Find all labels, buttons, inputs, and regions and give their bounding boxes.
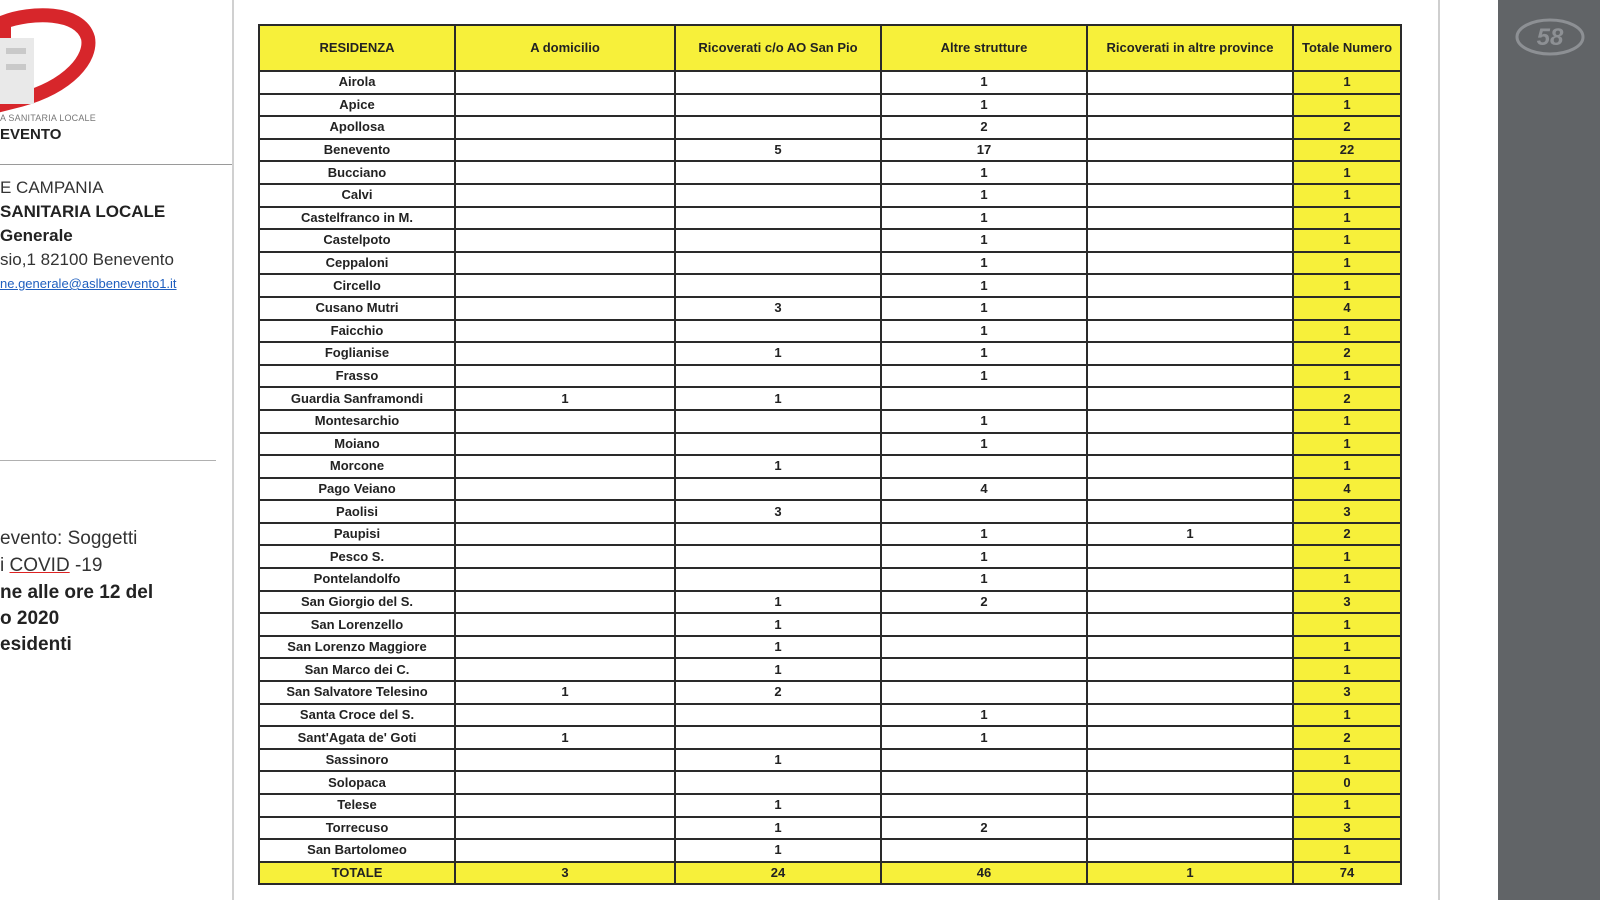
cell-altre-province (1087, 478, 1293, 501)
channel-badge-text: 58 (1536, 24, 1564, 51)
cell-altre-strutture: 1 (881, 342, 1087, 365)
table-row (259, 365, 1401, 388)
cell-totale: 2 (1293, 387, 1401, 410)
cell-altre-province (1087, 681, 1293, 704)
table-header-row (259, 25, 1401, 71)
cell-a-domicilio (455, 410, 675, 433)
table-row (259, 207, 1401, 230)
table-row (259, 478, 1401, 501)
subject-line-2: i COVID -19 (0, 555, 103, 576)
total-totale: 74 (1293, 862, 1401, 885)
table-row (259, 139, 1401, 162)
cell-totale: 3 (1293, 681, 1401, 704)
cell-altre-province (1087, 252, 1293, 275)
cell-totale: 1 (1293, 207, 1401, 230)
cell-altre-province (1087, 839, 1293, 862)
cell-altre-strutture (881, 387, 1087, 410)
cell-altre-province (1087, 139, 1293, 162)
total-residenza: TOTALE (259, 862, 455, 885)
cell-residenza: Guardia Sanframondi (259, 387, 455, 410)
cell-altre-strutture: 1 (881, 410, 1087, 433)
cell-residenza: Calvi (259, 184, 455, 207)
cell-ricoverati-san-pio: 1 (675, 342, 881, 365)
table-row (259, 433, 1401, 456)
logo-city: EVENTO (0, 126, 62, 143)
cell-totale: 1 (1293, 71, 1401, 94)
table-row (259, 252, 1401, 275)
cell-ricoverati-san-pio (675, 184, 881, 207)
cell-totale: 2 (1293, 342, 1401, 365)
cell-residenza: Paolisi (259, 500, 455, 523)
cell-residenza: Solopaca (259, 771, 455, 794)
cell-residenza: Santa Croce del S. (259, 704, 455, 727)
table-row (259, 545, 1401, 568)
cell-ricoverati-san-pio: 1 (675, 658, 881, 681)
cell-a-domicilio: 1 (455, 387, 675, 410)
cell-residenza: Benevento (259, 139, 455, 162)
cell-altre-strutture: 2 (881, 116, 1087, 139)
table-row (259, 342, 1401, 365)
cell-residenza: Sant'Agata de' Goti (259, 726, 455, 749)
cell-a-domicilio (455, 478, 675, 501)
cell-altre-province (1087, 704, 1293, 727)
table-row (259, 591, 1401, 614)
cell-altre-strutture: 1 (881, 252, 1087, 275)
cell-altre-province (1087, 274, 1293, 297)
cell-totale: 1 (1293, 658, 1401, 681)
cell-totale: 1 (1293, 365, 1401, 388)
cell-altre-strutture: 1 (881, 229, 1087, 252)
cell-altre-province (1087, 365, 1293, 388)
cell-residenza: San Salvatore Telesino (259, 681, 455, 704)
cell-a-domicilio (455, 568, 675, 591)
cell-altre-province (1087, 320, 1293, 343)
total-ricoverati-san-pio: 24 (675, 862, 881, 885)
cell-ricoverati-san-pio (675, 365, 881, 388)
cell-altre-province (1087, 455, 1293, 478)
cell-altre-strutture: 1 (881, 207, 1087, 230)
cell-totale: 1 (1293, 839, 1401, 862)
cell-ricoverati-san-pio (675, 207, 881, 230)
table-row (259, 161, 1401, 184)
total-a-domicilio: 3 (455, 862, 675, 885)
cell-altre-strutture: 1 (881, 94, 1087, 117)
cell-altre-strutture: 1 (881, 523, 1087, 546)
cell-residenza: Apice (259, 94, 455, 117)
cell-residenza: Torrecuso (259, 817, 455, 840)
cell-totale: 1 (1293, 545, 1401, 568)
table-row (259, 749, 1401, 772)
cell-altre-province (1087, 568, 1293, 591)
cell-ricoverati-san-pio: 1 (675, 636, 881, 659)
table-row (259, 116, 1401, 139)
cell-totale: 1 (1293, 749, 1401, 772)
total-row (259, 862, 1401, 885)
cell-residenza: Castelfranco in M. (259, 207, 455, 230)
cell-altre-province (1087, 433, 1293, 456)
table-row (259, 704, 1401, 727)
cell-totale: 1 (1293, 229, 1401, 252)
table-row (259, 410, 1401, 433)
cell-altre-province (1087, 613, 1293, 636)
cell-a-domicilio (455, 500, 675, 523)
table-row (259, 184, 1401, 207)
total-altre-strutture: 46 (881, 862, 1087, 885)
channel-logo-icon (1514, 16, 1586, 58)
cell-ricoverati-san-pio (675, 252, 881, 275)
cell-altre-province (1087, 297, 1293, 320)
cell-ricoverati-san-pio (675, 320, 881, 343)
cell-a-domicilio (455, 274, 675, 297)
cell-a-domicilio: 1 (455, 726, 675, 749)
table-row (259, 320, 1401, 343)
cell-totale: 1 (1293, 433, 1401, 456)
cell-ricoverati-san-pio: 3 (675, 500, 881, 523)
cell-a-domicilio (455, 704, 675, 727)
cell-altre-province (1087, 116, 1293, 139)
cell-a-domicilio (455, 229, 675, 252)
cell-residenza: Castelpoto (259, 229, 455, 252)
cell-totale: 1 (1293, 410, 1401, 433)
region-line: E CAMPANIA (0, 178, 104, 197)
cell-totale: 1 (1293, 252, 1401, 275)
table-panel (234, 0, 1440, 900)
table-row (259, 726, 1401, 749)
cell-altre-province (1087, 410, 1293, 433)
cell-a-domicilio: 1 (455, 681, 675, 704)
cell-altre-province (1087, 591, 1293, 614)
covid-cases-table (258, 24, 1402, 885)
cell-ricoverati-san-pio (675, 771, 881, 794)
cell-altre-province (1087, 94, 1293, 117)
cell-residenza: San Marco dei C. (259, 658, 455, 681)
cell-residenza: Morcone (259, 455, 455, 478)
cell-altre-strutture: 1 (881, 726, 1087, 749)
cell-a-domicilio (455, 433, 675, 456)
cell-altre-province (1087, 387, 1293, 410)
cell-residenza: Bucciano (259, 161, 455, 184)
table-row (259, 681, 1401, 704)
cell-altre-province (1087, 658, 1293, 681)
cell-residenza: Montesarchio (259, 410, 455, 433)
cell-a-domicilio (455, 749, 675, 772)
cell-a-domicilio (455, 794, 675, 817)
cell-ricoverati-san-pio: 1 (675, 839, 881, 862)
cell-a-domicilio (455, 365, 675, 388)
logo-subtitle: A SANITARIA LOCALE (0, 113, 96, 123)
table-row (259, 274, 1401, 297)
cell-altre-province (1087, 749, 1293, 772)
table-row (259, 658, 1401, 681)
table-row (259, 297, 1401, 320)
cell-totale: 1 (1293, 568, 1401, 591)
cell-altre-province (1087, 71, 1293, 94)
cell-ricoverati-san-pio (675, 274, 881, 297)
cell-totale: 1 (1293, 94, 1401, 117)
cell-altre-strutture (881, 749, 1087, 772)
header-a-domicilio: A domicilio (455, 25, 675, 71)
cell-altre-strutture: 1 (881, 433, 1087, 456)
cell-a-domicilio (455, 297, 675, 320)
cell-altre-strutture (881, 500, 1087, 523)
cell-residenza: Sassinoro (259, 749, 455, 772)
cell-totale: 3 (1293, 817, 1401, 840)
cell-altre-province (1087, 500, 1293, 523)
address-line: sio,1 82100 Benevento (0, 250, 174, 269)
cell-ricoverati-san-pio (675, 94, 881, 117)
cell-a-domicilio (455, 207, 675, 230)
cell-altre-strutture: 1 (881, 704, 1087, 727)
cell-altre-province (1087, 161, 1293, 184)
cell-altre-strutture: 1 (881, 184, 1087, 207)
cell-altre-province: 1 (1087, 523, 1293, 546)
table-row (259, 500, 1401, 523)
cell-residenza: Moiano (259, 433, 455, 456)
subject-line-5: esidenti (0, 634, 72, 655)
cell-altre-province (1087, 545, 1293, 568)
cell-ricoverati-san-pio: 1 (675, 387, 881, 410)
cell-totale: 2 (1293, 726, 1401, 749)
side-panel (1498, 0, 1600, 900)
cell-altre-strutture: 1 (881, 320, 1087, 343)
cell-altre-province (1087, 342, 1293, 365)
table-row (259, 568, 1401, 591)
gutter (1440, 0, 1498, 900)
cell-totale: 3 (1293, 591, 1401, 614)
cell-ricoverati-san-pio (675, 116, 881, 139)
cell-totale: 0 (1293, 771, 1401, 794)
email-link[interactable]: ne.generale@aslbenevento1.it (0, 276, 177, 291)
subject-line-1: evento: Soggetti (0, 528, 138, 549)
cell-residenza: Pago Veiano (259, 478, 455, 501)
cell-a-domicilio (455, 839, 675, 862)
cell-ricoverati-san-pio (675, 704, 881, 727)
cell-altre-province (1087, 817, 1293, 840)
cell-altre-province (1087, 207, 1293, 230)
cell-totale: 3 (1293, 500, 1401, 523)
header-totale: Totale Numero (1293, 25, 1401, 71)
cell-totale: 1 (1293, 613, 1401, 636)
cell-altre-strutture: 17 (881, 139, 1087, 162)
cell-ricoverati-san-pio (675, 161, 881, 184)
header-residenza: RESIDENZA (259, 25, 455, 71)
table-row (259, 455, 1401, 478)
cell-totale: 22 (1293, 139, 1401, 162)
cell-residenza: San Lorenzello (259, 613, 455, 636)
table-row (259, 839, 1401, 862)
cell-residenza: Frasso (259, 365, 455, 388)
cell-ricoverati-san-pio: 2 (675, 681, 881, 704)
cell-altre-province (1087, 794, 1293, 817)
cell-altre-strutture (881, 839, 1087, 862)
cell-a-domicilio (455, 94, 675, 117)
cell-residenza: San Giorgio del S. (259, 591, 455, 614)
cell-residenza: Airola (259, 71, 455, 94)
cell-residenza: Cusano Mutri (259, 297, 455, 320)
cell-altre-strutture: 4 (881, 478, 1087, 501)
cell-a-domicilio (455, 116, 675, 139)
cell-ricoverati-san-pio: 1 (675, 749, 881, 772)
cell-a-domicilio (455, 636, 675, 659)
cell-residenza: Paupisi (259, 523, 455, 546)
cell-a-domicilio (455, 545, 675, 568)
cell-residenza: Ceppaloni (259, 252, 455, 275)
cell-a-domicilio (455, 591, 675, 614)
cell-totale: 1 (1293, 636, 1401, 659)
cell-altre-strutture (881, 794, 1087, 817)
cell-a-domicilio (455, 161, 675, 184)
cell-ricoverati-san-pio: 1 (675, 817, 881, 840)
cell-ricoverati-san-pio: 1 (675, 455, 881, 478)
cell-altre-strutture: 1 (881, 568, 1087, 591)
cell-ricoverati-san-pio (675, 568, 881, 591)
cell-totale: 1 (1293, 274, 1401, 297)
cell-a-domicilio (455, 455, 675, 478)
cell-altre-strutture (881, 455, 1087, 478)
cell-a-domicilio (455, 71, 675, 94)
table-row (259, 71, 1401, 94)
cell-a-domicilio (455, 320, 675, 343)
cell-altre-strutture: 2 (881, 817, 1087, 840)
cell-residenza: Pesco S. (259, 545, 455, 568)
cell-ricoverati-san-pio (675, 545, 881, 568)
subject-line-4: o 2020 (0, 608, 60, 629)
header-altre-province: Ricoverati in altre province (1087, 25, 1293, 71)
cell-a-domicilio (455, 658, 675, 681)
cell-altre-strutture: 1 (881, 365, 1087, 388)
cell-altre-province (1087, 636, 1293, 659)
cell-altre-strutture (881, 681, 1087, 704)
table-body (259, 71, 1401, 884)
cell-a-domicilio (455, 342, 675, 365)
cell-totale: 1 (1293, 184, 1401, 207)
cell-totale: 2 (1293, 116, 1401, 139)
letterhead-panel (0, 0, 234, 900)
cell-residenza: Apollosa (259, 116, 455, 139)
table-row (259, 94, 1401, 117)
cell-ricoverati-san-pio (675, 726, 881, 749)
cell-ricoverati-san-pio (675, 410, 881, 433)
divider (0, 164, 232, 165)
table-row (259, 523, 1401, 546)
cell-ricoverati-san-pio (675, 229, 881, 252)
cell-residenza: Circello (259, 274, 455, 297)
cell-altre-strutture (881, 613, 1087, 636)
cell-ricoverati-san-pio (675, 478, 881, 501)
cell-a-domicilio (455, 184, 675, 207)
cell-altre-strutture: 2 (881, 591, 1087, 614)
cell-totale: 2 (1293, 523, 1401, 546)
cell-altre-strutture: 1 (881, 274, 1087, 297)
cell-ricoverati-san-pio: 1 (675, 591, 881, 614)
cell-totale: 1 (1293, 320, 1401, 343)
cell-a-domicilio (455, 523, 675, 546)
cell-ricoverati-san-pio: 1 (675, 613, 881, 636)
table-row (259, 817, 1401, 840)
cell-altre-province (1087, 771, 1293, 794)
cell-altre-strutture: 1 (881, 71, 1087, 94)
table-row (259, 229, 1401, 252)
cell-a-domicilio (455, 613, 675, 636)
header-altre-strutture: Altre strutture (881, 25, 1087, 71)
cell-ricoverati-san-pio (675, 433, 881, 456)
cell-totale: 4 (1293, 478, 1401, 501)
cell-altre-province (1087, 726, 1293, 749)
total-altre-province: 1 (1087, 862, 1293, 885)
cell-residenza: San Bartolomeo (259, 839, 455, 862)
cell-a-domicilio (455, 139, 675, 162)
cell-altre-strutture: 1 (881, 161, 1087, 184)
cell-ricoverati-san-pio: 3 (675, 297, 881, 320)
table-row (259, 613, 1401, 636)
cell-ricoverati-san-pio (675, 71, 881, 94)
cell-totale: 4 (1293, 297, 1401, 320)
cell-residenza: Telese (259, 794, 455, 817)
cell-a-domicilio (455, 771, 675, 794)
cell-totale: 1 (1293, 704, 1401, 727)
cell-residenza: Faicchio (259, 320, 455, 343)
cell-residenza: San Lorenzo Maggiore (259, 636, 455, 659)
cell-a-domicilio (455, 817, 675, 840)
cell-altre-province (1087, 184, 1293, 207)
cell-altre-strutture: 1 (881, 297, 1087, 320)
cell-totale: 1 (1293, 455, 1401, 478)
cell-altre-strutture (881, 636, 1087, 659)
table-row (259, 387, 1401, 410)
agency-line: SANITARIA LOCALE (0, 202, 166, 221)
cell-ricoverati-san-pio: 5 (675, 139, 881, 162)
cell-altre-strutture: 1 (881, 545, 1087, 568)
cell-a-domicilio (455, 252, 675, 275)
cell-ricoverati-san-pio: 1 (675, 794, 881, 817)
cell-totale: 1 (1293, 794, 1401, 817)
cell-altre-strutture (881, 771, 1087, 794)
cell-altre-province (1087, 229, 1293, 252)
table-row (259, 636, 1401, 659)
subject-line-3: ne alle ore 12 del (0, 582, 154, 603)
office-line: Generale (0, 226, 73, 245)
cell-ricoverati-san-pio (675, 523, 881, 546)
cell-residenza: Foglianise (259, 342, 455, 365)
table-row (259, 794, 1401, 817)
cell-altre-strutture (881, 658, 1087, 681)
cell-totale: 1 (1293, 161, 1401, 184)
table-row (259, 771, 1401, 794)
divider (0, 460, 216, 461)
cell-residenza: Pontelandolfo (259, 568, 455, 591)
header-ricoverati-san-pio: Ricoverati c/o AO San Pio (675, 25, 881, 71)
